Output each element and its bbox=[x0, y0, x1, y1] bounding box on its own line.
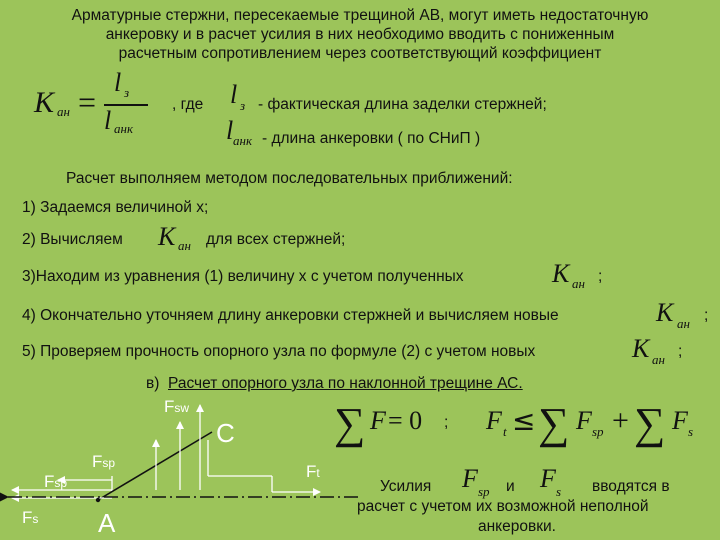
formula-denominator-sub: анк bbox=[114, 121, 134, 136]
point-a-marker bbox=[96, 498, 100, 502]
formula-k-sub: ан bbox=[57, 104, 70, 119]
eq-sum-2: ∑ bbox=[538, 399, 570, 448]
step-4-k: K bbox=[656, 298, 674, 327]
eq-F: F bbox=[370, 406, 386, 435]
section-title: Расчет опорного узла по наклонной трещине АС. bbox=[168, 375, 523, 392]
step-1: 1) Задаемся величиной х; bbox=[22, 199, 209, 216]
eq-equals-zero: = 0 bbox=[388, 406, 423, 435]
note-Fs: F bbox=[540, 464, 556, 493]
step-5-end: ; bbox=[678, 343, 683, 360]
formula-numerator-sub: з bbox=[124, 85, 130, 100]
step-5-start: 5) Проверяем прочность опорного узла по формуле (2) с учетом новых bbox=[22, 343, 536, 360]
eq-Ft-sub: t bbox=[503, 424, 507, 439]
note-Fsp-sub: sp bbox=[478, 484, 490, 499]
crack-line-ac bbox=[98, 432, 212, 500]
step-2-start: 2) Вычисляем bbox=[22, 231, 123, 248]
step-4-end: ; bbox=[704, 307, 709, 324]
steps-intro: Расчет выполняем методом последовательных приближений: bbox=[66, 170, 513, 187]
eq-semicolon: ; bbox=[444, 414, 449, 431]
note-line-3: анкеровки. bbox=[478, 518, 556, 535]
label-fsp-top: Fsp bbox=[92, 452, 116, 471]
lank-description: - длина анкеровки ( по СНиП ) bbox=[262, 130, 481, 147]
lank-symbol: l bbox=[226, 116, 234, 145]
formula-denominator-l: l bbox=[104, 106, 112, 135]
label-fsw: Fsw bbox=[164, 397, 190, 416]
note-line-2: расчет с учетом их возможной неполной bbox=[357, 498, 649, 515]
step-3-k-sub: ан bbox=[572, 276, 585, 291]
step-4-start: 4) Окончательно уточняем длину анкеровки стержней и вычисляем новые bbox=[22, 307, 559, 324]
eq-sum-3: ∑ bbox=[634, 399, 666, 448]
eq-Fsp-sub: sp bbox=[592, 424, 604, 439]
step-3-k: K bbox=[552, 259, 570, 288]
lz-description: - фактическая длина заделки стержней; bbox=[258, 96, 547, 113]
step-3-end: ; bbox=[598, 268, 603, 285]
step-2-k: K bbox=[158, 222, 176, 251]
eq-plus: + bbox=[612, 404, 629, 437]
eq-Fs-sub: s bbox=[688, 424, 694, 439]
label-fs: Fs bbox=[22, 508, 39, 527]
label-c: C bbox=[216, 418, 235, 448]
note-vvodiatsia: вводятся в bbox=[592, 478, 670, 495]
eq-Fsp: F bbox=[576, 406, 592, 435]
step-2-k-sub: ан bbox=[178, 238, 191, 253]
step-4-k-sub: ан bbox=[677, 316, 690, 331]
intro-line-1: Арматурные стержни, пересекаемые трещиной АВ, могут иметь недостаточную bbox=[71, 7, 649, 24]
intro-line-2: анкеровку и в расчет усилия в них необходимо вводить с пониженным bbox=[105, 26, 615, 43]
note-Fsp: F bbox=[462, 464, 478, 493]
section-prefix: в) bbox=[146, 375, 160, 392]
note-and: и bbox=[506, 478, 515, 495]
step-5-k: K bbox=[632, 334, 650, 363]
intro-line-3: расчетным сопротивлением через соответствующий коэффициент bbox=[118, 45, 602, 62]
step-3-start: 3)Находим из уравнения (1) величину х с учетом полученных bbox=[22, 268, 464, 285]
step-2-end: для всех стержней; bbox=[206, 231, 346, 248]
note-usilia: Усилия bbox=[380, 478, 432, 495]
step-5-k-sub: ан bbox=[652, 352, 665, 367]
lz-symbol: l bbox=[230, 80, 238, 109]
lank-symbol-sub: анк bbox=[233, 133, 253, 148]
formula-numerator-l: l bbox=[114, 68, 122, 97]
formula-where: , где bbox=[172, 96, 204, 113]
eq-Fs: F bbox=[672, 406, 688, 435]
label-a: A bbox=[98, 508, 116, 538]
formula-equals: = bbox=[78, 84, 97, 120]
eq-le: ≤ bbox=[512, 404, 536, 437]
formula-k: K bbox=[34, 86, 55, 119]
node-outline bbox=[112, 440, 272, 492]
note-Fs-sub: s bbox=[556, 484, 562, 499]
eq-Ft: F bbox=[486, 406, 502, 435]
lz-symbol-sub: з bbox=[240, 98, 246, 113]
eq-sum-1: ∑ bbox=[334, 399, 366, 448]
label-ft: Ft bbox=[306, 462, 320, 481]
label-fsp: Fsp bbox=[44, 472, 68, 491]
